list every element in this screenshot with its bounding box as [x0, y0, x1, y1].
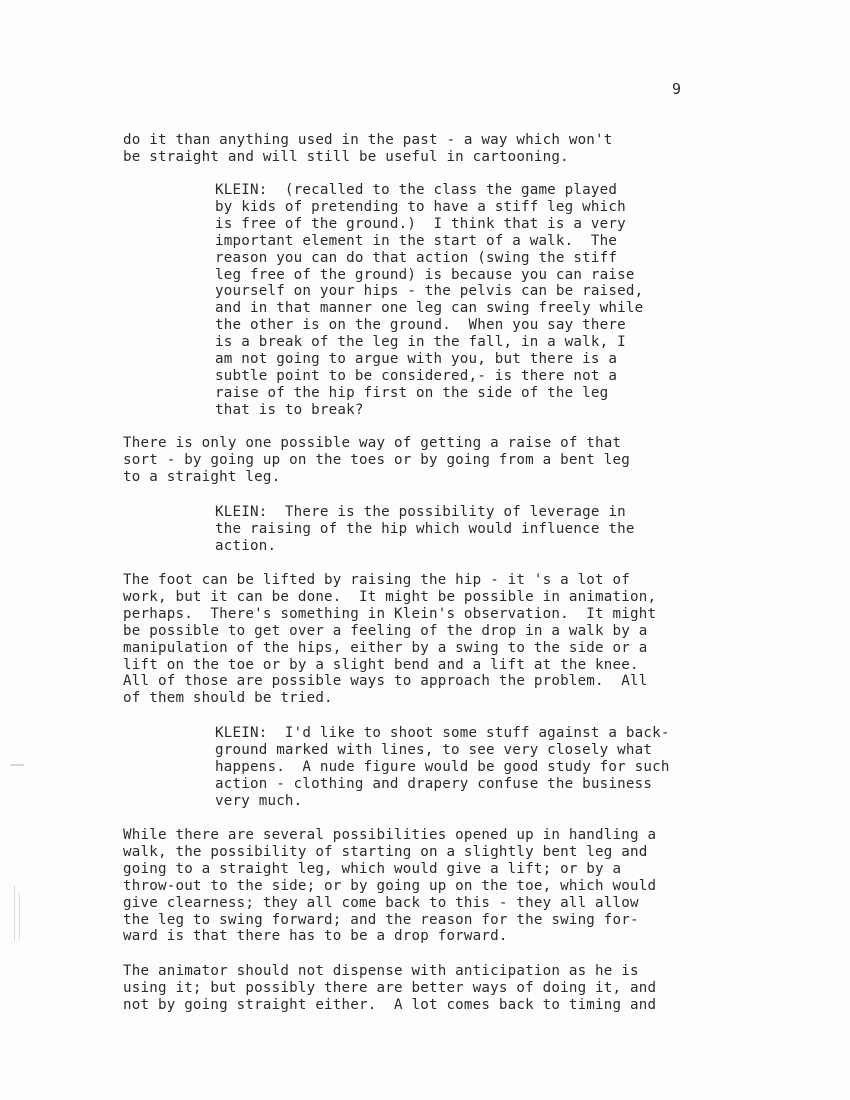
text-line: give clearness; they all come back to this - they all allow	[123, 894, 639, 911]
paragraph-raise	[123, 435, 630, 486]
text-line: the raising of the hip which would influence the	[215, 520, 635, 537]
text-line: is a break of the leg in the fall, in a walk, I	[215, 334, 626, 351]
scan-mark	[14, 885, 15, 941]
text-line: subtle point to be considered,- is there not a	[215, 367, 618, 384]
text-line: to a straight leg.	[123, 468, 281, 485]
text-line: reason you can do that action (swing the stiff	[215, 249, 618, 266]
text-line: going to a straight leg, which would give a lift; or by a	[123, 860, 622, 877]
text-line: ground marked with lines, to see very closely what	[215, 741, 653, 758]
text-line: the leg to swing forward; and the reason for the swing for-	[123, 911, 639, 928]
text-line: is free of the ground.) I think that is a very	[215, 215, 626, 232]
text-line: All of those are possible ways to approach the problem. All	[123, 673, 648, 690]
text-line: yourself on your hips - the pelvis can be raised,	[215, 283, 644, 300]
text-line: not by going straight either. A lot comes back to timing and	[123, 996, 657, 1013]
text-line: am not going to argue with you, but there is a	[215, 351, 618, 368]
text-line: KLEIN: (recalled to the class the game played	[215, 182, 618, 198]
text-line: throw-out to the side; or by going up on the toe, which would	[123, 877, 657, 894]
text-line: ward is that there has to be a drop forward.	[123, 928, 508, 945]
text-line: There is only one possible way of getting a raise of that	[123, 435, 622, 451]
klein-quote-stiff-leg	[215, 182, 643, 419]
text-line: very much.	[215, 792, 303, 809]
text-line: and in that manner one leg can swing freely while	[215, 300, 644, 317]
text-line: of them should be tried.	[123, 690, 333, 707]
text-line: The foot can be lifted by raising the hip - it 's a lot of	[123, 572, 631, 588]
klein-quote-leverage	[215, 504, 635, 555]
text-line: using it; but possibly there are better ways of doing it, and	[123, 979, 657, 996]
paragraph-continuation	[123, 132, 613, 166]
scan-mark	[19, 893, 20, 941]
text-line: important element in the start of a walk. The	[215, 232, 618, 249]
klein-quote-background	[215, 725, 670, 810]
paragraph-anticipation	[123, 963, 656, 1014]
text-line: leg free of the ground) is because you can raise	[215, 266, 635, 283]
text-line: the other is on the ground. When you say there	[215, 317, 626, 334]
text-line: happens. A nude figure would be good study for such	[215, 758, 670, 775]
paragraph-foot-lift	[123, 572, 656, 707]
text-line: that is to break?	[215, 401, 364, 418]
text-line: KLEIN: There is the possibility of leverage in	[215, 504, 626, 520]
text-line: lift on the toe or by a slight bend and a lift at the knee.	[123, 656, 639, 673]
text-line: raise of the hip first on the side of the leg	[215, 384, 609, 401]
text-line: be possible to get over a feeling of the drop in a walk by a	[123, 622, 648, 639]
text-line: work, but it can be done. It might be possible in animation,	[123, 588, 657, 605]
text-line: walk, the possibility of starting on a slightly bent leg and	[123, 843, 648, 860]
text-line: be straight and will still be useful in cartooning.	[123, 148, 569, 165]
text-line: manipulation of the hips, either by a swing to the side or a	[123, 639, 648, 656]
page-number: 9	[672, 80, 682, 98]
text-line: perhaps. There's something in Klein's observation. It might	[123, 605, 657, 622]
text-line: The animator should not dispense with anticipation as he is	[123, 963, 639, 979]
text-line: action - clothing and drapery confuse the business	[215, 775, 653, 792]
text-line: sort - by going up on the toes or by going from a bent leg	[123, 451, 631, 468]
text-line: action.	[215, 537, 277, 554]
text-line: KLEIN: I'd like to shoot some stuff against a back-	[215, 725, 670, 741]
text-line: While there are several possibilities opened up in handling a	[123, 827, 657, 843]
paragraph-possibilities	[123, 827, 656, 945]
text-line: do it than anything used in the past - a way which won't	[123, 132, 613, 148]
text-line: by kids of pretending to have a stiff leg which	[215, 198, 626, 215]
scan-mark	[10, 764, 24, 766]
